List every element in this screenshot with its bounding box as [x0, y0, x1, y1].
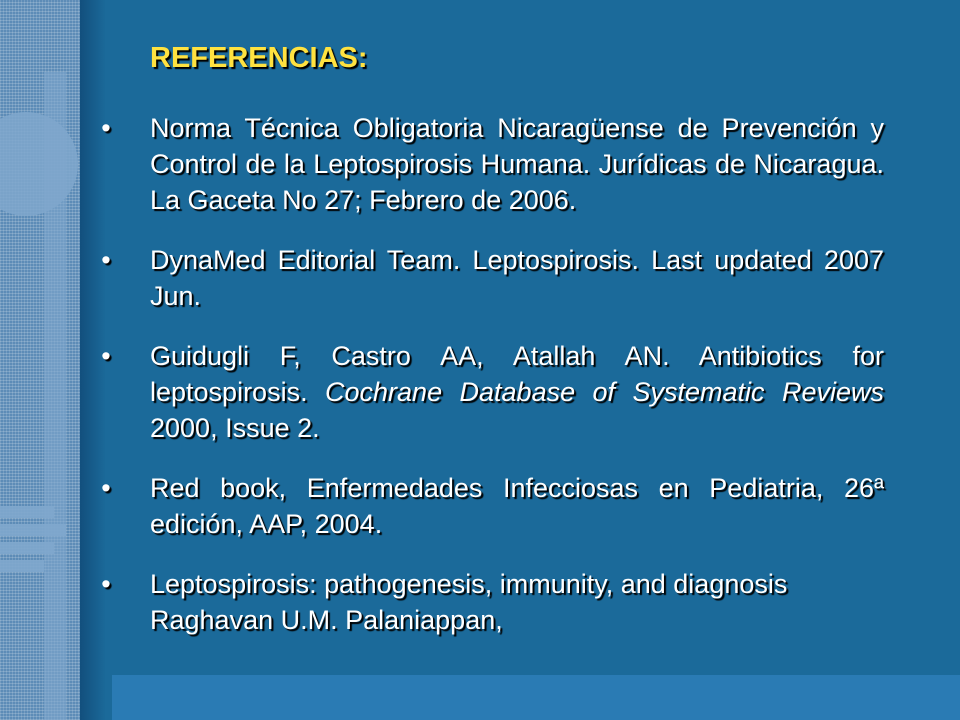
decorative-line [0, 542, 54, 554]
list-item [96, 242, 884, 314]
list-item [96, 470, 884, 542]
reference-text-part: 2000, Issue 2. [150, 413, 320, 443]
reference-text: Norma Técnica Obligatoria Nicaragüense de Prevención y Control de la Leptospirosis Humana. Jurídicas de Nicaragua. La Gaceta No 27; Febrero de 2006. [150, 113, 937, 215]
reference-text: Red book, Enfermedades Infecciosas en Pediatria, 26ª edición, AAP, 2004. [150, 473, 884, 539]
reference-text [150, 338, 884, 446]
decorative-line [0, 506, 54, 518]
list-item [96, 338, 884, 446]
list-item [96, 110, 937, 218]
bullet-icon: • [101, 473, 111, 503]
bullet-icon: • [101, 569, 111, 599]
slide-title: REFERENCIAS: [150, 42, 368, 74]
decorative-line [0, 524, 66, 536]
list-item [96, 566, 884, 638]
reference-text: DynaMed Editorial Team. Leptospirosis. Last updated 2007 Jun. [150, 245, 884, 311]
decorative-side-band [0, 0, 80, 720]
bullet-icon: • [101, 341, 111, 371]
decorative-bottom-strip [112, 675, 960, 720]
reference-text: Leptospirosis: pathogenesis, immunity, and diagnosis Raghavan U.M. Palaniappan, [150, 569, 788, 635]
reference-list [96, 110, 937, 662]
reference-text-part: Guidugli F, Castro AA, Atallah AN. Antibiotics for leptospirosis. [150, 341, 884, 407]
journal-title: Cochrane Database of Systematic Reviews [325, 377, 884, 407]
bullet-icon: • [101, 245, 111, 275]
decorative-line [0, 560, 44, 572]
bullet-icon: • [101, 113, 111, 143]
